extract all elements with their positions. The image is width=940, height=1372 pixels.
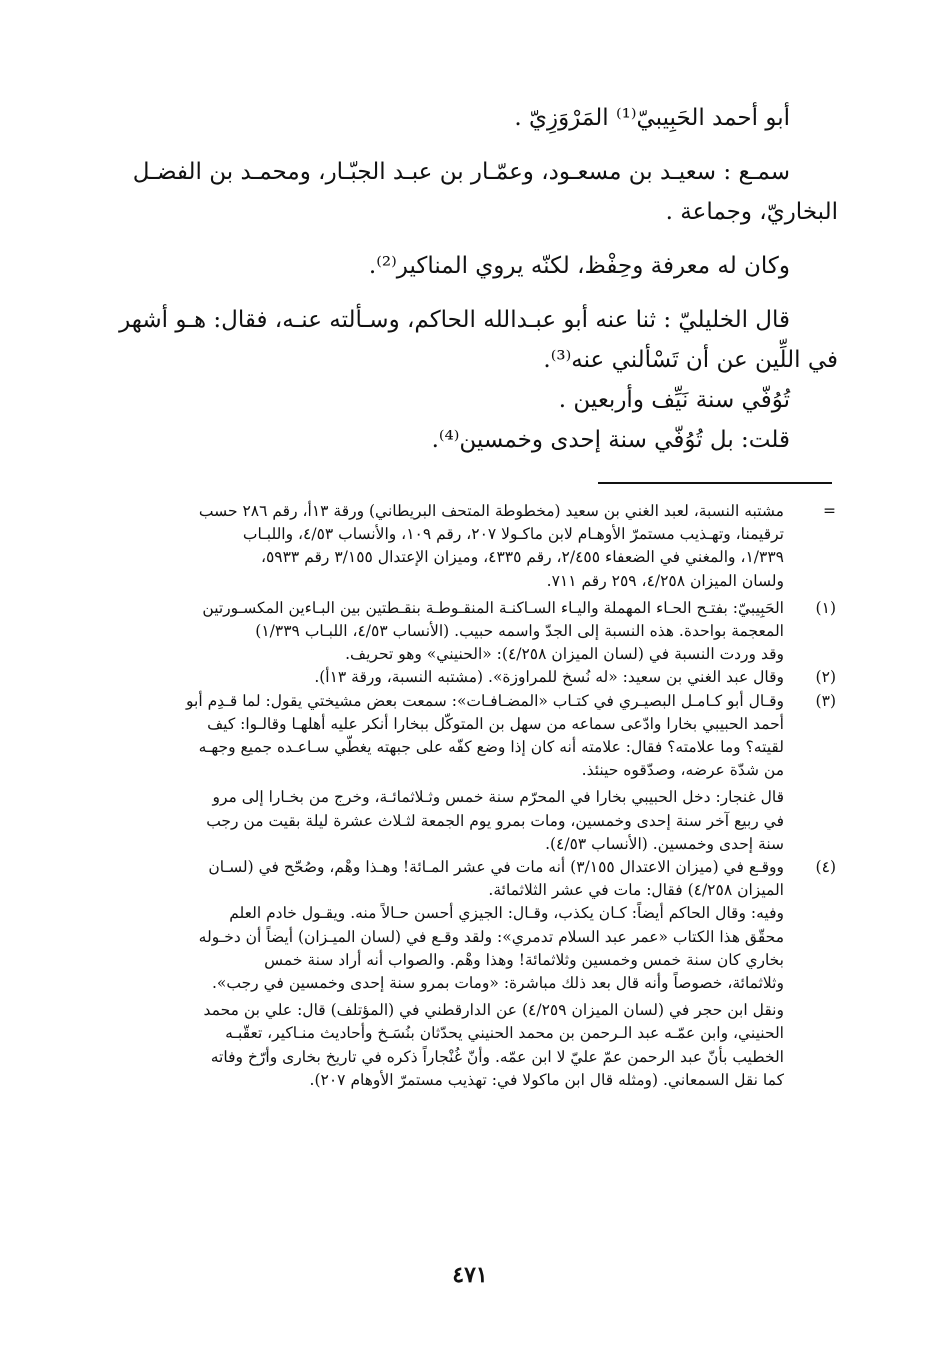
entry-heading: أبو أحمد الحَبِيبيّ⁽¹⁾ المَرْوَزِيّ . bbox=[514, 105, 790, 131]
footnote-4 bbox=[118, 856, 836, 1092]
footnote-line: وقـال أبو كـامـل البصيـري في كتـاب «المضـافـات»: سمعت بعض مشيختي يقول: لما قـدِم أبو bbox=[186, 691, 784, 710]
footnote-line: ترقيمنا، وتهـذيب مستمرّ الأوهـام لابن ماكـولا ٢٠٧، رقم ١٠٩، والأنساب ٤/٥٣، واللبـاب bbox=[242, 525, 784, 544]
footnote-number: (٤) bbox=[815, 858, 836, 877]
footnote-line: قال غنجار: دخل الحبيبي بخارا في المحرّم سنة خمس وثـلاثمائـة، وخرج من بخـارا إلى مرو bbox=[212, 788, 784, 807]
footnote-continued bbox=[118, 500, 836, 593]
footnote-line: أحمد الحبيبي بخارا وادّعى سماعه من سهل بن المتوكّل ببخارا أنكر عليه أهلهـا وقالـوا: كيف bbox=[207, 714, 784, 733]
footnote-line: الحَبِيبيّ: بفتـح الحـاء المهملة واليـاء السـاكنـة المنقـوطـة بنقـطتين بين البـاءين المكسـورتين bbox=[202, 598, 784, 617]
footnote-line: المعجمة بواحدة. هذه النسبة إلى الجدّ واسمه حبيب. (الأنساب ٤/٥٣، اللبـاب ١/٣٣٩) bbox=[255, 622, 784, 641]
footnote-number: (١) bbox=[815, 598, 836, 617]
footnotes bbox=[118, 500, 836, 1092]
qultu-line: قلت: بل تُوُفّي سنة إحدى وخمسين⁽⁴⁾. bbox=[431, 427, 790, 453]
footnote-line: وفيه: وقال الحاكم أيضاً: كـان يكذب، وقـال: الجيزي أحسن حـالاً منه. ويقـول خادم العلم bbox=[229, 904, 784, 923]
footnote-line: ووقـع في (ميزان الاعتدال ٣/١٥٥) أنه مات في عشر المـائة! وهـذا وهْم، وصُحّح في (لسـان bbox=[208, 858, 784, 877]
footnote-line: لقيته؟ وما علامته؟ فقال: علامته أنه كان إذا وضع كفّه على جبهته يغطّي سـاعـده جميع وجهـه bbox=[198, 738, 784, 757]
footnote-number: (٣) bbox=[815, 691, 836, 710]
footnote-line: مشتبه النسبة، لعبد الغني بن سعيد (مخطوطة المتحف البريطاني) ورقة ١٣أ، رقم ٢٨٦ حسب bbox=[198, 502, 784, 520]
main-text bbox=[110, 98, 838, 460]
footnote-3 bbox=[118, 690, 836, 856]
sama-line: سمـع : سعيـد بن مسعـود، وعمّـار بن عبـد الجبّـار، ومحمـد بن الفضـل bbox=[132, 159, 790, 185]
footnote-line: الخطيب بأنّ عبد الرحمن عمّ عليّ لا ابن عمّه. وأنّ غُنْجاراً ذكره في تاريخ بخارى وأرّخ وفاته bbox=[210, 1047, 784, 1066]
khalili-line-cont: في اللِّين عن أن تَسْألني عنه⁽³⁾. bbox=[543, 347, 838, 373]
footnote-line: وقال عبد الغني بن سعيد: «له نُسخ للمراوزة». (مشتبه النسبة، ورقة ١٣أ). bbox=[314, 668, 784, 687]
footnote-line: وثلاثمائة، خصوصاً وأنه قال بعد ذلك مباشرة: «ومات بمرو سنة إحدى وخمسين في رجب». bbox=[211, 974, 784, 993]
footnote-line: الميزان ٤/٢٥٨) فقال: مات في عشر الثلاثمائة. bbox=[488, 881, 784, 900]
footnote-line: من شدّة عرضه، وصدّقوه حينئذ. bbox=[581, 761, 784, 780]
footnote-line: كما نقل السمعاني. (ومثله قال ابن ماكولا في: تهذيب مستمرّ الأوهام ٢٠٧). bbox=[309, 1070, 784, 1089]
footnote-number: (٢) bbox=[815, 668, 836, 687]
footnote-2 bbox=[118, 666, 836, 689]
footnote-separator bbox=[598, 482, 832, 484]
page-number: ٤٧١ bbox=[452, 1262, 488, 1288]
footnote-line: في ربيع آخر سنة إحدى وخمسين، ومات بمرو يوم الجمعة لثـلاث عشرة ليلة بقيت من رجب bbox=[206, 811, 784, 830]
footnote-line: بخاري كان سنة خمس وخمسين وثلاثمائة! وهذا وهْم. والصواب أنه أراد سنة خمس bbox=[264, 950, 784, 969]
footnote-line: ونقل ابن حجر في (لسان الميزان ٤/٢٥٩) عن الدارقطني في (المؤتلف) قال: علي بن محمد bbox=[203, 1001, 784, 1020]
footnote-line: ١/٣٣٩، والمغني في الضعفاء ٢/٤٥٥، رقم ٤٣٣٥، وميزان الإعتدال ٣/١٥٥ رقم ٥٩٣٣، bbox=[260, 548, 784, 567]
footnote-line: محقّق هذا الكتاب «عمر عبد السلام تدمري»: ولقد وقـع في (لسان الميـزان) أيضاً أن دخـوله bbox=[198, 927, 784, 946]
marifa-line: وكان له معرفة وحِفْظ، لكنّه يروي المناكير⁽²⁾. bbox=[368, 253, 790, 279]
footnote-line: الحنيني، وابن عمّـه عبد الـرحمن بن محمد الحنيني يحدّثان بنُسَـخ وأحاديث منـاكير، تعقّبـه bbox=[225, 1024, 784, 1043]
death-line: تُوُفّي سنة نَيِّف وأربعين . bbox=[558, 387, 790, 413]
sama-line-cont: البخاريّ، وجماعة . bbox=[665, 199, 838, 225]
footnote-1 bbox=[118, 597, 836, 667]
footnote-line: ولسان الميزان ٤/٢٥٨، ٢٥٩ رقم ٧١١. bbox=[546, 571, 784, 590]
footnote-line: وقد وردت النسبة في (لسان الميزان ٤/٢٥٨): «الحنيني» وهو تحريف. bbox=[345, 645, 784, 664]
footnote-line: سنة إحدى وخمسين. (الأنساب ٤/٥٣). bbox=[545, 834, 784, 853]
footnote-marker: = bbox=[823, 502, 836, 520]
khalili-line: قال الخليليّ : ثنا عنه أبو عبـدالله الحاكم، وسـألته عنـه، فقال: هـو أشهر bbox=[119, 307, 790, 333]
